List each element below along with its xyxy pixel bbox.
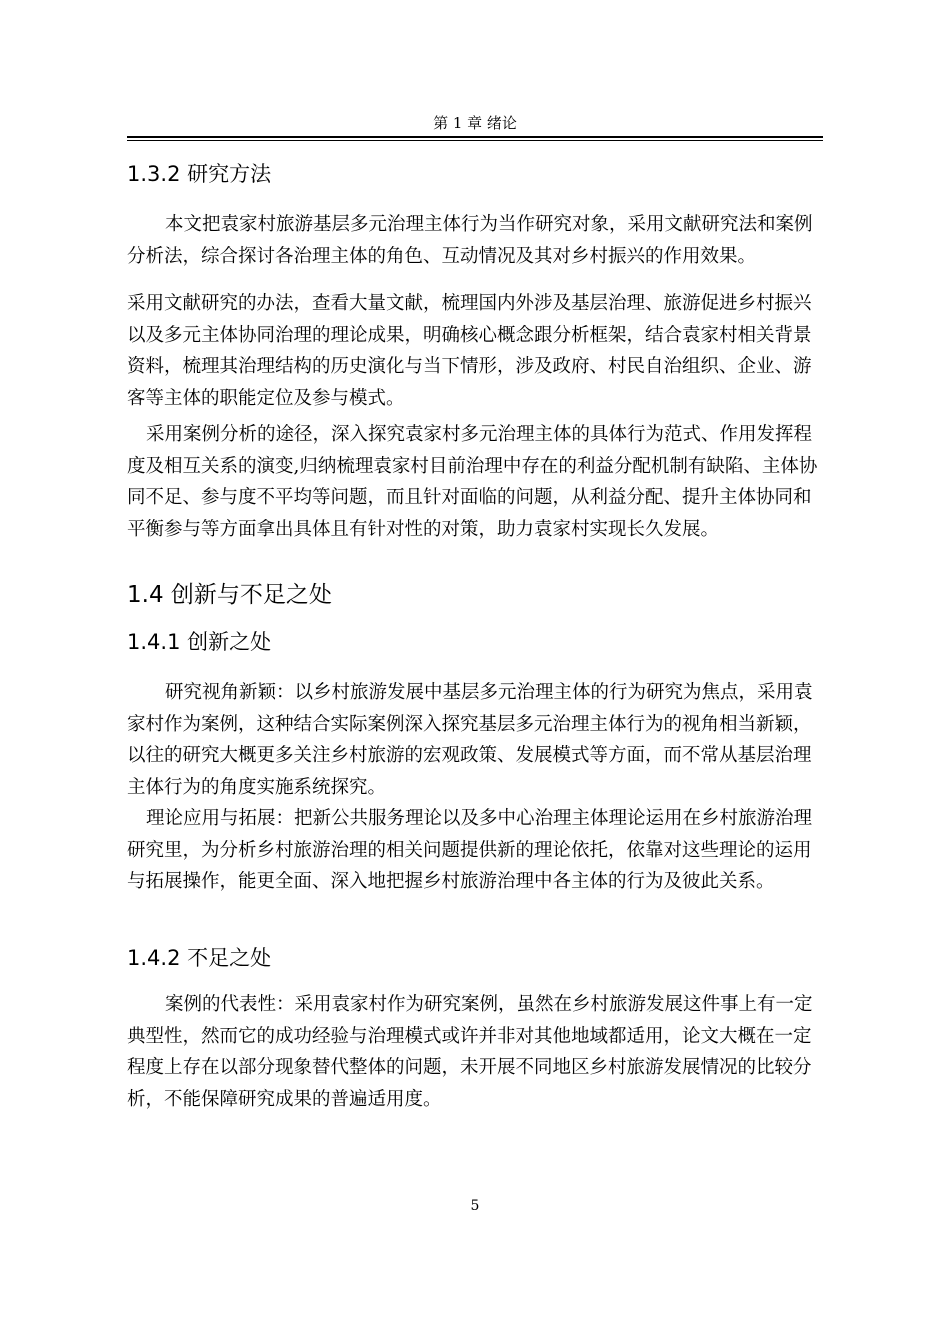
paragraph-theory-application: 理论应用与拓展：把新公共服务理论以及多中心治理主体理论运用在乡村旅游治理研究里，为分析乡村旅游治理的相关问题提供新的理论依托，依靠对这些理论的运用与拓展操作，能更全面、深入地把握乡村旅游治理中各主体的行为及彼此关系。: [127, 808, 813, 892]
section-heading-1-4-1: 1.4.1 创新之处: [127, 630, 272, 654]
section-heading-1-4: 1.4 创新与不足之处: [127, 582, 332, 608]
paragraph-case-representativeness: 案例的代表性：采用袁家村作为研究案例，虽然在乡村旅游发展这件事上有一定典型性，然而它的成功经验与治理模式或许并非对其他地域都适用，论文大概在一定程度上存在以部分现象替代整体的问题，未开展不同地区乡村旅游发展情况的比较分析，不能保障研究成果的普遍适用度。: [127, 994, 813, 1110]
paragraph-novel-perspective: 研究视角新颖：以乡村旅游发展中基层多元治理主体的行为研究为焦点，采用袁家村作为案例，这种结合实际案例深入探究基层多元治理主体行为的视角相当新颖，以往的研究大概更多关注乡村旅游的宏观政策、发展模式等方面，而不常从基层治理主体行为的角度实施系统探究。: [127, 682, 813, 798]
paragraph-research-object: 本文把袁家村旅游基层多元治理主体行为当作研究对象，采用文献研究法和案例分析法，综合探讨各治理主体的角色、互动情况及其对乡村振兴的作用效果。: [127, 214, 813, 267]
header-rule-thick: [127, 136, 823, 138]
section-heading-1-4-2: 1.4.2 不足之处: [127, 946, 272, 970]
header-rule-thin: [127, 140, 823, 141]
section-heading-1-3-2: 1.3.2 研究方法: [127, 162, 272, 186]
paragraph-literature-method: 采用文献研究的办法，查看大量文献，梳理国内外涉及基层治理、旅游促进乡村振兴以及多元主体协同治理的理论成果，明确核心概念跟分析框架，结合袁家村相关背景资料，梳理其治理结构的历史演化与当下情形，涉及政府、村民自治组织、企业、游客等主体的职能定位及参与模式。: [127, 293, 812, 409]
page-number: 5: [470, 1198, 480, 1214]
paragraph-case-method: 采用案例分析的途径，深入探究袁家村多元治理主体的具体行为范式、作用发挥程度及相互关系的演变,归纳梳理袁家村目前治理中存在的利益分配机制有缺陷、主体协同不足、参与度不平均等问题，而且针对面临的问题，从利益分配、提升主体协同和平衡参与等方面拿出具体且有针对性的对策，助力袁家村实现长久发展。: [127, 424, 818, 540]
running-header: 第 1 章 绪论: [433, 114, 517, 132]
